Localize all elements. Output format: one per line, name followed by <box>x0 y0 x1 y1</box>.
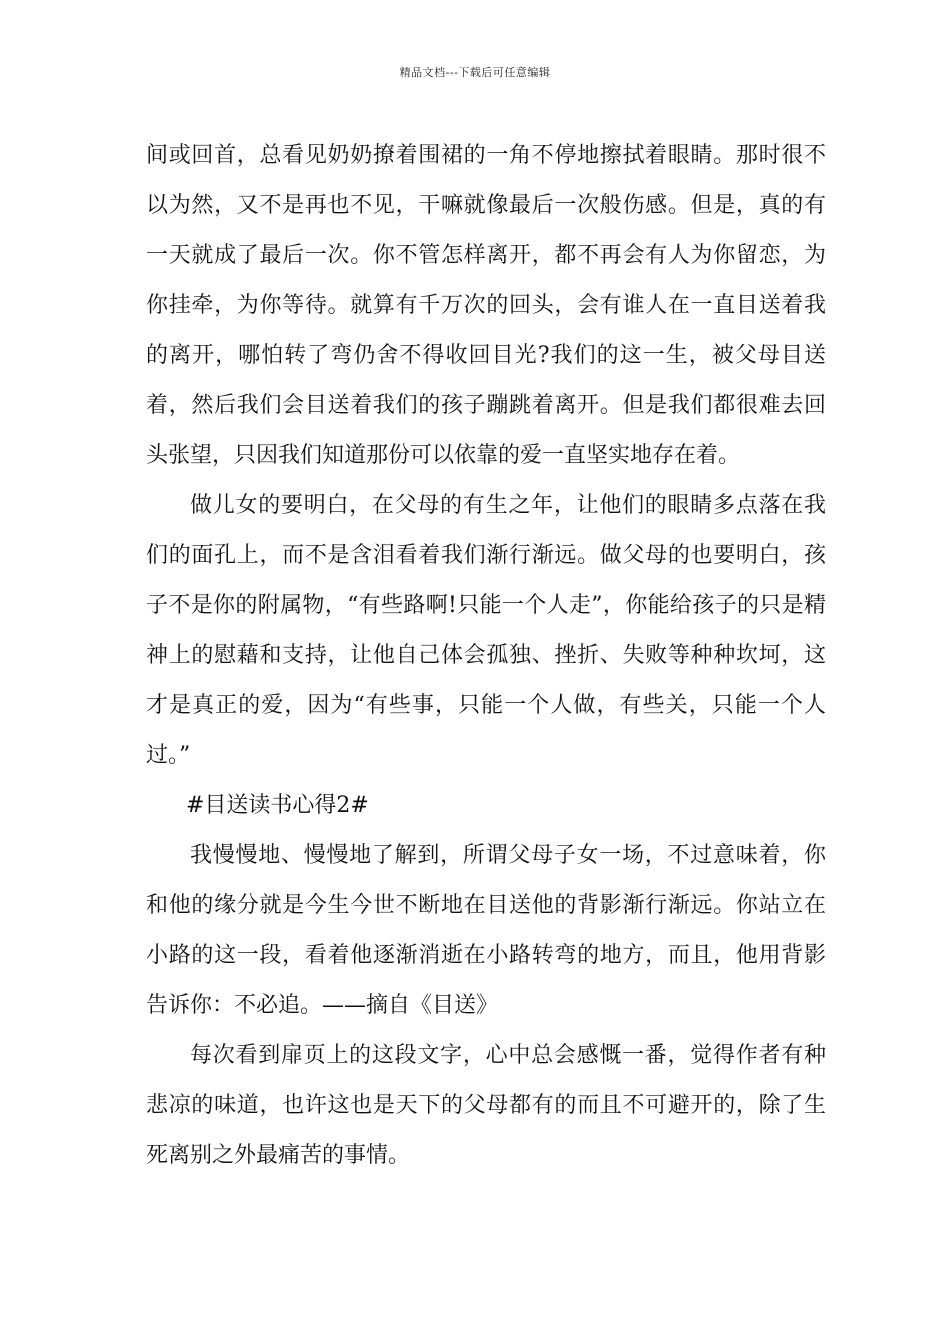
paragraph-3: 我慢慢地、慢慢地了解到，所谓父母子女一场，不过意味着，你和他的缘分就是今生今世不断地在目送他的背影渐行渐远。你站立在小路的这一段，看着他逐渐消逝在小路转弯的地方，而且，他用背影告诉你：不必追。——摘自《目送》 <box>146 843 826 1018</box>
paragraph-2: 做儿女的要明白，在父母的有生之年，让他们的眼睛多点落在我们的面孔上，而不是含泪看着我们渐行渐远。做父母的也要明白，孩子不是你的附属物，“有些路啊!只能一个人走”，你能给孩子的只是精神上的慰藉和支持，让他自己体会孤独、挫折、失败等种种坎坷，这才是真正的爱，因为“有些事，只能一个人做，有些关，只能一个人过。” <box>146 493 826 768</box>
section-heading: #目送读书心得2# <box>186 793 369 818</box>
document-body <box>146 131 826 1181</box>
page-header: 精品文档---下载后可任意编辑 <box>399 66 551 79</box>
paragraph-4: 每次看到扉页上的这段文字，心中总会感慨一番，觉得作者有种悲凉的味道，也许这也是天下的父母都有的而且不可避开的，除了生死离别之外最痛苦的事情。 <box>146 1043 826 1168</box>
paragraph-1: 间或回首，总看见奶奶撩着围裙的一角不停地擦拭着眼睛。那时很不以为然，又不是再也不见，干嘛就像最后一次般伤感。但是，真的有一天就成了最后一次。你不管怎样离开，都不再会有人为你留恋，为你挂牵，为你等待。就算有千万次的回头，会有谁人在一直目送着我的离开，哪怕转了弯仍舍不得收回目光?我们的这一生，被父母目送着，然后我们会目送着我们的孩子蹦跳着离开。但是我们都很难去回头张望，只因我们知道那份可以依靠的爱一直坚实地存在着。 <box>146 143 826 468</box>
